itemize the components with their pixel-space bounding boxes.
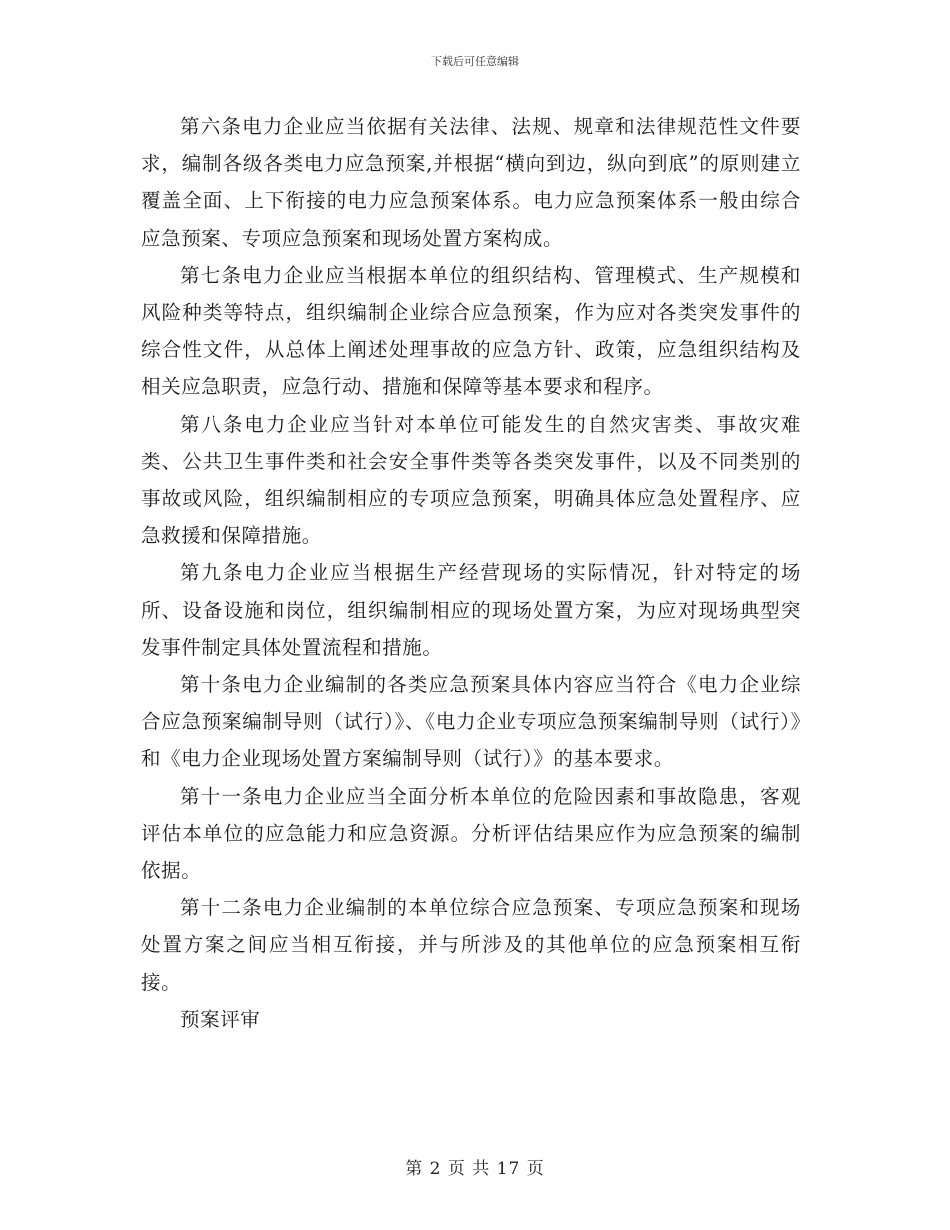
page-header: 下载后可任意编辑 [431,55,519,68]
section-heading: 预案评审 [180,1007,261,1031]
paragraph-article-12: 第十二条电力企业编制的本单位综合应急预案、专项应急预案和现场处置方案之间应当相互衔接，并与所涉及的其他单位的应急预案相互衔接。 [141,896,801,994]
paragraph-article-7: 第七条电力企业应当根据本单位的组织结构、管理模式、生产规模和风险种类等特点，组织编制企业综合应急预案，作为应对各类突发事件的综合性文件，从总体上阐述处理事故的应急方针、政策，应急组织结构及相关应急职责，应急行动、措施和保障等基本要求和程序。 [141,263,801,399]
paragraph-article-10: 第十条电力企业编制的各类应急预案具体内容应当符合《电力企业综合应急预案编制导则（试行）》、《电力企业专项应急预案编制导则（试行）》和《电力企业现场处置方案编制导则（试行）》的基本要求。 [141,673,801,771]
page-number: 第 2 页 共 17 页 [405,1159,545,1179]
paragraph-article-9: 第九条电力企业应当根据生产经营现场的实际情况，针对特定的场所、设备设施和岗位，组织编制相应的现场处置方案，为应对现场典型突发事件制定具体处置流程和措施。 [141,561,801,659]
paragraph-article-8: 第八条电力企业应当针对本单位可能发生的自然灾害类、事故灾难类、公共卫生事件类和社会安全事件类等各类突发事件，以及不同类别的事故或风险，组织编制相应的专项应急预案，明确具体应急处置程序、应急救援和保障措施。 [141,412,801,548]
paragraph-article-6: 第六条电力企业应当依据有关法律、法规、规章和法律规范性文件要求，编制各级各类电力应急预案,并根据“横向到边，纵向到底”的原则建立覆盖全面、上下衔接的电力应急预案体系。电力应急预案体系一般由综合应急预案、专项应急预案和现场处置方案构成。 [141,115,801,250]
document-body [141,108,801,1038]
paragraph-article-11: 第十一条电力企业应当全面分析本单位的危险因素和事故隐患，客观评估本单位的应急能力和应急资源。分析评估结果应作为应急预案的编制依据。 [141,784,801,883]
